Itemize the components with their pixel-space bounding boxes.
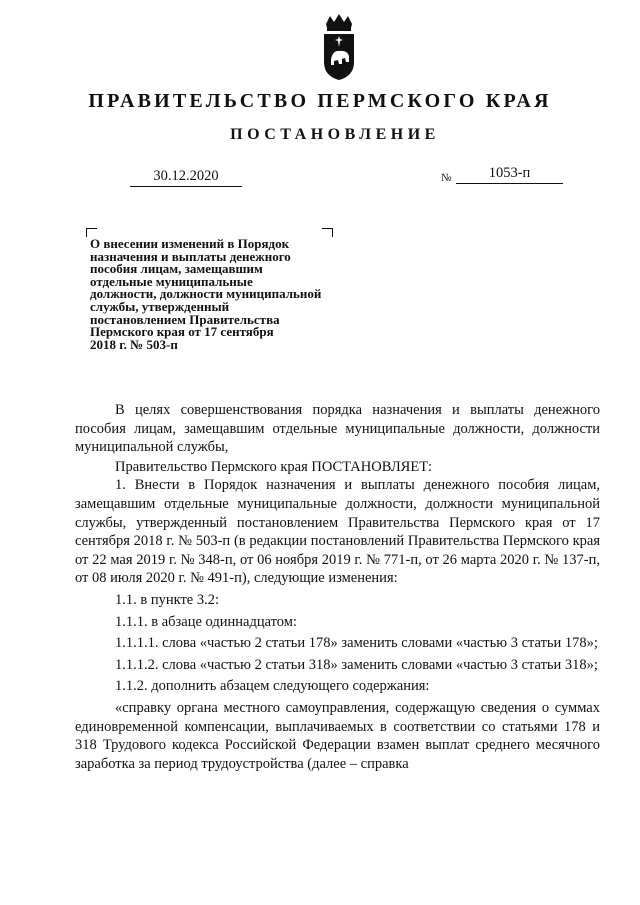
body-paragraph: 1.1.1. в абзаце одиннадцатом: — [115, 613, 297, 630]
government-title: ПРАВИТЕЛЬСТВО ПЕРМСКОГО КРАЯ — [88, 90, 552, 112]
subject-line: службы, утвержденный — [90, 298, 230, 314]
subject-line: О внесении изменений в Порядок — [90, 236, 290, 251]
subject-line: пособия лицам, замещавшим — [90, 261, 263, 277]
document-date: 30.12.2020 — [130, 168, 242, 187]
subject-line: постановлением Правительства — [90, 311, 280, 327]
number-sign: № — [441, 172, 452, 184]
body-paragraph: 1. Внести в Порядок назначения и выплаты денежного пособия лицам, замещавшим отдельные муниципальные должности, должности муниципальной службы, утвержденный постановлением Правительства Пермского края от 17 сентября 2018 г. № 503-п (в редакции постановлений Правительства Пермского края от 22 мая 2019 г. № 348-п, от 06 ноября 2019 г. № 771-п, от 26 марта 2020 г. № 137-п, от 08 июля 2020 г. № 491-п), следующие изменения: — [75, 477, 600, 587]
document-number: 1053-п — [456, 165, 563, 184]
body-paragraph: «справку органа местного самоуправления, содержащую сведения о суммах единовременной компенсации, выплачиваемых в соответствии со статьями 178 и 318 Трудового кодекса Российской Федерации взамен выплат среднего месячного заработка за период трудоустройства (далее – справка — [75, 699, 600, 772]
subject-line: должности, должности муниципальной — [90, 286, 322, 302]
body-paragraph: 1.1.2. дополнить абзацем следующего содержания: — [115, 678, 430, 695]
document-type: ПОСТАНОВЛЕНИЕ — [230, 126, 440, 143]
body-paragraph: В целях совершенствования порядка назначения и выплаты денежного пособия лицам, замещавшим отдельные муниципальные должности, должности муниципальной службы, — [75, 402, 600, 456]
document-body — [75, 401, 600, 773]
body-paragraph: 1.1.1.2. слова «частью 2 статьи 318» заменить словами «частью 3 статьи 318»; — [115, 656, 598, 673]
body-paragraph: Правительство Пермского края ПОСТАНОВЛЯЕТ: — [115, 458, 433, 475]
body-paragraph: 1.1. в пункте 3.2: — [115, 591, 220, 608]
subject-line: Пермского края от 17 сентября — [90, 324, 274, 340]
document-subject — [90, 238, 340, 351]
subject-line: 2018 г. № 503-п — [90, 336, 178, 352]
subject-corner-right — [322, 228, 333, 237]
coat-of-arms-icon — [318, 14, 360, 82]
body-paragraph: 1.1.1.1. слова «частью 2 статьи 178» заменить словами «частью 3 статьи 178»; — [115, 635, 598, 652]
subject-line: отдельные муниципальные — [90, 273, 253, 289]
subject-line: назначения и выплаты денежного — [90, 248, 291, 264]
